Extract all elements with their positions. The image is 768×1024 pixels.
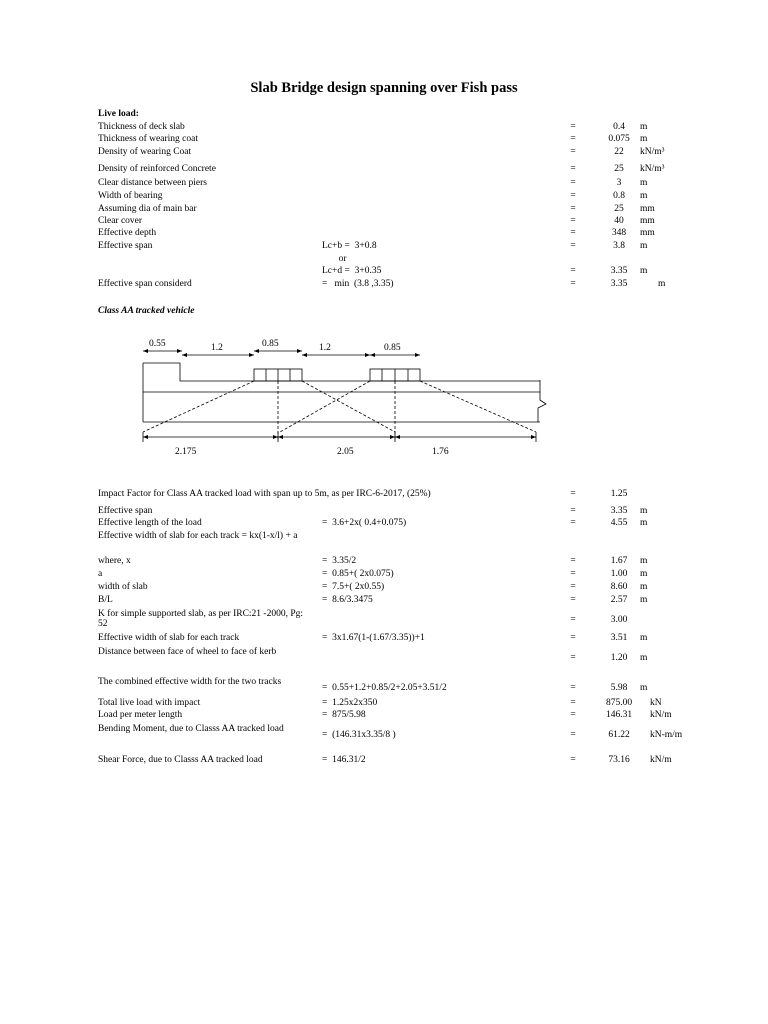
row-value: 3.8: [613, 241, 625, 251]
row-equals: =: [570, 241, 576, 251]
row-equals: =: [570, 134, 576, 144]
row-unit: m: [640, 569, 648, 579]
dim-label: 1.76: [432, 447, 449, 457]
row-equals: =: [570, 653, 576, 663]
row-label: Effective width of slab for each track = kx(1-x/l) + a: [98, 531, 298, 541]
row-unit: kN-m/m: [650, 730, 683, 740]
row-equals: =: [570, 518, 576, 528]
row-label: Impact Factor for Class AA tracked load with span up to 5m, as per IRC-6-2017, (25%): [98, 489, 431, 499]
row-unit: kN/m³: [640, 147, 665, 157]
row-value: 3.35: [610, 266, 628, 276]
row-value: 40: [614, 216, 624, 226]
row-equals: =: [570, 615, 576, 625]
row-unit: m: [640, 506, 648, 516]
row-value: 61.22: [608, 730, 630, 740]
row-equals: =: [570, 266, 576, 276]
row-unit: mm: [640, 228, 655, 238]
row-formula: = min (3.8 ,3.35): [322, 279, 394, 289]
row-unit: m: [640, 191, 648, 201]
row-unit: m: [640, 595, 648, 605]
row-equals: =: [570, 569, 576, 579]
row-value: 1.67: [610, 556, 628, 566]
row-label: Effective width of slab for each track: [98, 633, 240, 643]
row-unit: m: [640, 633, 648, 643]
class-aa-load-diagram: [0, 0, 768, 470]
row-label: where, x: [98, 556, 131, 566]
dim-label: 1.2: [319, 343, 331, 353]
row-label: Clear distance between piers: [98, 178, 207, 188]
row-unit: m: [640, 122, 648, 132]
row-value: 4.55: [610, 518, 628, 528]
row-unit: mm: [640, 204, 655, 214]
row-label: Thickness of wearing coat: [98, 134, 198, 144]
row-label: Load per meter length: [98, 710, 183, 720]
row-value: 1.25: [610, 489, 628, 499]
row-formula: = 8.6/3.3475: [322, 595, 373, 605]
dim-label: 2.175: [175, 447, 197, 457]
row-equals: =: [570, 582, 576, 592]
row-equals: =: [570, 698, 576, 708]
row-label: a: [98, 569, 103, 579]
dispersion-line: [143, 381, 254, 432]
row-value: 3.51: [610, 633, 628, 643]
row-unit: m: [640, 582, 648, 592]
break-line: [538, 380, 546, 422]
row-equals: =: [570, 204, 576, 214]
page-title: Slab Bridge design spanning over Fish pass: [250, 80, 518, 96]
row-value: 3.35: [610, 279, 628, 289]
row-unit: m: [640, 266, 648, 276]
row-formula: or: [322, 254, 347, 264]
row-formula: = 3.6+2x( 0.4+0.075): [322, 518, 407, 528]
row-formula: = 3.35/2: [322, 556, 357, 566]
row-equals: =: [570, 710, 576, 720]
row-equals: =: [570, 228, 576, 238]
row-value: 5.98: [610, 683, 628, 693]
row-formula: Lc+b = 3+0.8: [322, 241, 377, 251]
row-formula: = 1.25x2x350: [322, 698, 378, 708]
row-equals: =: [570, 147, 576, 157]
dim-label: 0.55: [149, 339, 166, 349]
kerb-outline: [143, 363, 540, 381]
row-formula: = 7.5+( 2x0.55): [322, 582, 385, 592]
row-equals: =: [570, 122, 576, 132]
row-label: width of slab: [98, 582, 148, 592]
row-unit: kN: [650, 698, 662, 708]
row-value: 1.00: [610, 569, 628, 579]
row-equals: =: [570, 489, 576, 499]
row-value: 1.20: [610, 653, 628, 663]
row-equals: =: [570, 191, 576, 201]
row-label: Bending Moment, due to Classs AA tracked load: [98, 724, 284, 734]
dim-label: 2.05: [337, 447, 354, 457]
row-equals: =: [570, 178, 576, 188]
row-label: Clear cover: [98, 216, 143, 226]
row-label: B/L: [98, 595, 113, 605]
row-unit: m: [640, 556, 648, 566]
class-aa-header: Class AA tracked vehicle: [98, 306, 195, 316]
row-label: Assuming dia of main bar: [98, 204, 197, 214]
row-label: The combined effective width for the two tracks: [98, 677, 282, 687]
dim-label: 0.85: [262, 339, 279, 349]
row-label: Effective span considerd: [98, 279, 192, 289]
row-value: 25: [614, 204, 624, 214]
row-unit: m: [640, 653, 648, 663]
dim-label: 1.2: [211, 343, 223, 353]
row-equals: =: [570, 164, 576, 174]
row-value: 22: [614, 147, 624, 157]
row-formula: = 875/5.98: [322, 710, 366, 720]
row-equals: =: [570, 633, 576, 643]
row-label: K for simple supported slab, as per IRC:21 -2000, Pg: 52: [98, 609, 304, 629]
row-formula: = 0.85+( 2x0.075): [322, 569, 394, 579]
row-label: Effective depth: [98, 228, 157, 238]
row-value: 0.8: [613, 191, 625, 201]
row-label: Effective span: [98, 506, 153, 516]
row-formula: = 146.31/2: [322, 755, 366, 765]
row-unit: kN/m: [650, 710, 672, 720]
row-label: Width of bearing: [98, 191, 163, 201]
row-value: 0.075: [608, 134, 630, 144]
row-formula: = (146.31x3.35/8 ): [322, 730, 396, 740]
row-unit: kN/m³: [640, 164, 665, 174]
row-equals: =: [570, 755, 576, 765]
row-equals: =: [570, 556, 576, 566]
row-equals: =: [570, 595, 576, 605]
row-value: 875.00: [605, 698, 633, 708]
row-formula: Lc+d = 3+0.35: [322, 266, 382, 276]
row-equals: =: [570, 216, 576, 226]
row-value: 348: [611, 228, 627, 238]
row-value: 3.00: [610, 615, 628, 625]
row-unit: m: [640, 134, 648, 144]
row-label: Density of reinforced Concrete: [98, 164, 216, 174]
row-label: Thickness of deck slab: [98, 122, 185, 132]
row-unit: m: [640, 178, 648, 188]
row-equals: =: [570, 683, 576, 693]
row-unit: m: [640, 683, 648, 693]
row-label: Total live load with impact: [98, 698, 201, 708]
row-formula: = 0.55+1.2+0.85/2+2.05+3.51/2: [322, 683, 447, 693]
row-value: 8.60: [610, 582, 628, 592]
row-formula: = 3x1.67(1-(1.67/3.35))+1: [322, 633, 425, 643]
dim-label: 0.85: [384, 343, 401, 353]
row-value: 3: [616, 178, 622, 188]
row-value: 0.4: [613, 122, 625, 132]
row-equals: =: [570, 730, 576, 740]
row-value: 2.57: [610, 595, 628, 605]
row-unit: kN/m: [650, 755, 672, 765]
row-value: 3.35: [610, 506, 628, 516]
row-value: 25: [614, 164, 624, 174]
live-load-header: Live load:: [98, 109, 139, 119]
row-value: 146.31: [605, 710, 633, 720]
row-label: Shear Force, due to Classs AA tracked load: [98, 755, 263, 765]
row-unit: m: [640, 241, 648, 251]
row-equals: =: [570, 279, 576, 289]
row-label: Distance between face of wheel to face of kerb: [98, 647, 277, 657]
row-label: Density of wearing Coat: [98, 147, 192, 157]
row-unit: m: [658, 279, 666, 289]
row-label: Effective length of the load: [98, 518, 202, 528]
row-equals: =: [570, 506, 576, 516]
row-unit: mm: [640, 216, 655, 226]
row-value: 73.16: [608, 755, 630, 765]
row-label: Effective span: [98, 241, 153, 251]
row-unit: m: [640, 518, 648, 528]
